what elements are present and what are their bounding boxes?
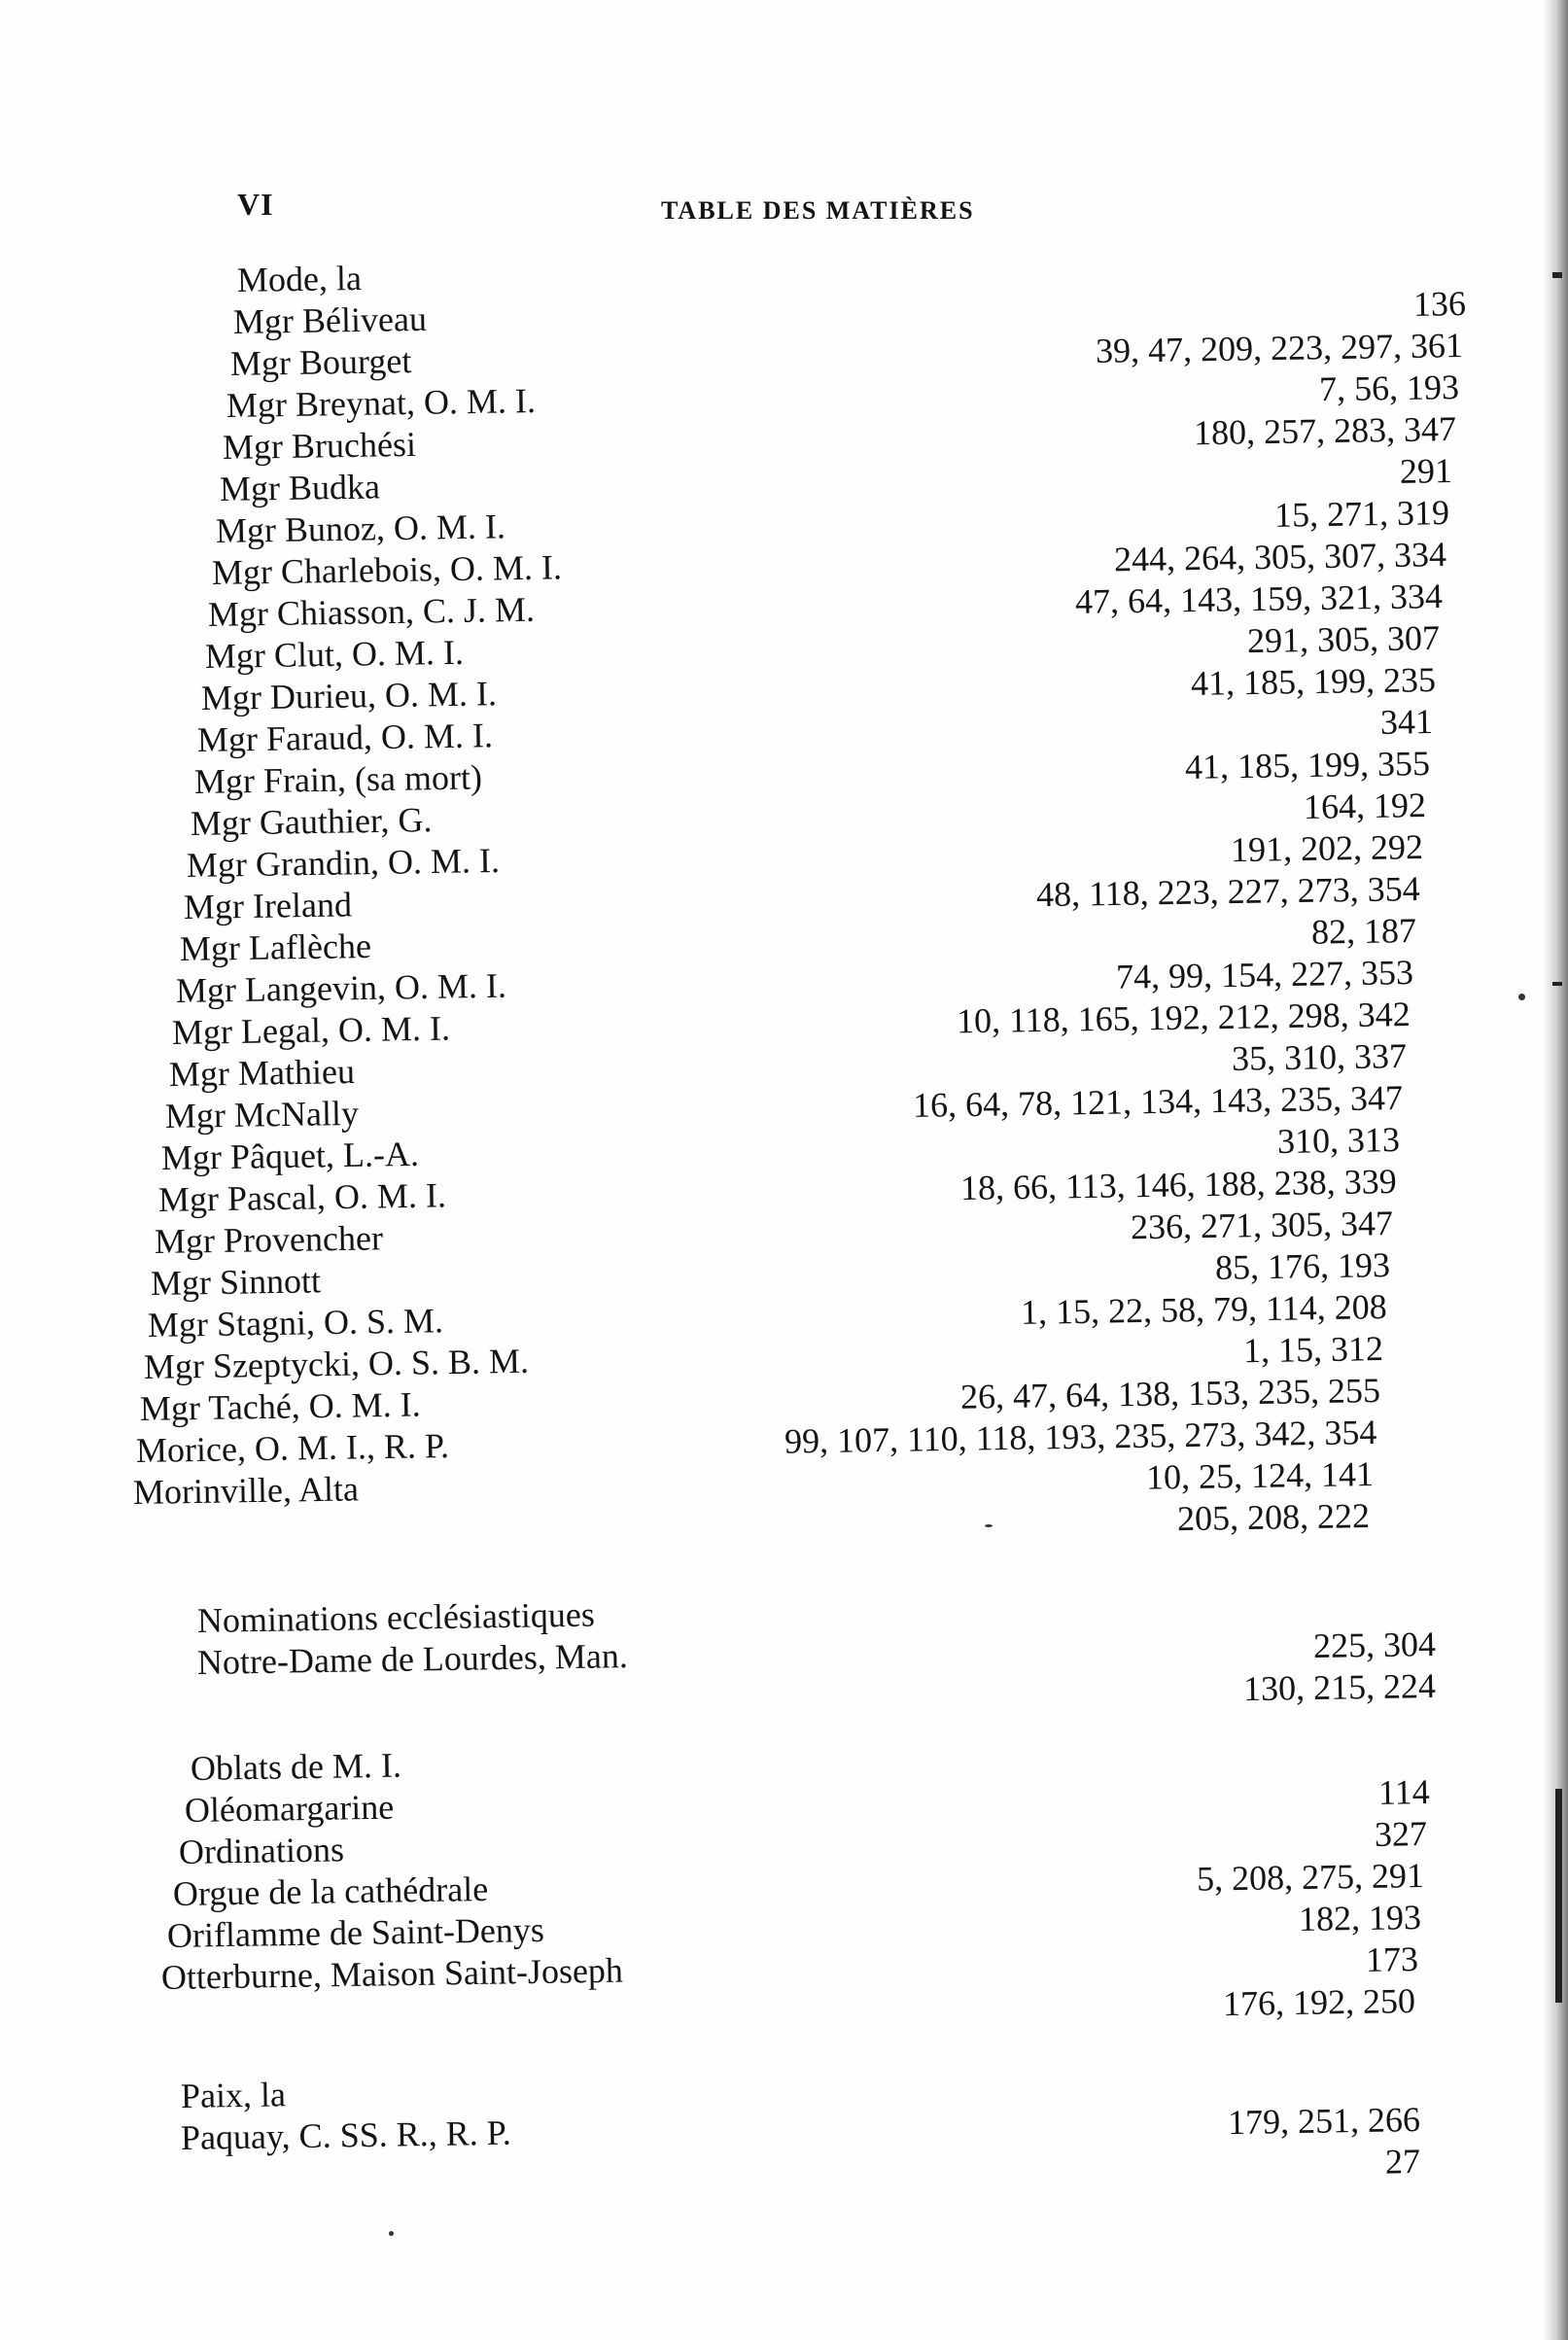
edge-mark bbox=[1552, 982, 1562, 986]
index-term: Mgr Clut, O. M. I. bbox=[204, 632, 464, 676]
index-term: Mgr Pâquet, L.-A. bbox=[160, 1134, 420, 1177]
index-pages: 74, 99, 154, 227, 353 bbox=[1115, 953, 1413, 996]
edge-mark bbox=[1552, 272, 1562, 278]
index-term: Mgr Bourget bbox=[229, 341, 412, 383]
index-term: Paix, la bbox=[180, 2075, 287, 2115]
index-pages: 27 bbox=[1384, 2142, 1421, 2182]
index-pages: 164, 192 bbox=[1303, 786, 1427, 826]
ink-speck bbox=[985, 1524, 993, 1527]
index-term: Oléomargarine bbox=[184, 1787, 395, 1830]
index-term: Notre-Dame de Lourdes, Man. bbox=[196, 1636, 629, 1682]
index-pages: 182, 193 bbox=[1298, 1898, 1422, 1938]
index-term: Mgr McNally bbox=[164, 1093, 360, 1135]
index-pages: 1, 15, 312 bbox=[1242, 1329, 1384, 1371]
index-term: Orgue de la cathédrale bbox=[172, 1869, 489, 1913]
index-pages: 114 bbox=[1378, 1772, 1431, 1812]
index-term: Mgr Béliveau bbox=[232, 298, 428, 341]
index-term: Mgr Charlebois, O. M. I. bbox=[211, 547, 563, 592]
index-pages: 1, 15, 22, 58, 79, 114, 208 bbox=[1020, 1287, 1387, 1332]
index-pages: 15, 271, 319 bbox=[1273, 493, 1450, 535]
index-term: Ordinations bbox=[178, 1830, 345, 1871]
index-term: Mgr Bruchési bbox=[222, 424, 417, 467]
index-pages: 10, 25, 124, 141 bbox=[1145, 1454, 1375, 1497]
index-pages: 310, 313 bbox=[1276, 1120, 1401, 1161]
index-pages: 82, 187 bbox=[1310, 911, 1417, 952]
index-term: Mgr Legal, O. M. I. bbox=[172, 1008, 451, 1052]
index-term: Mgr Laflèche bbox=[179, 926, 371, 968]
index-term: Paquay, C. SS. R., R. P. bbox=[180, 2113, 512, 2157]
index-pages: 41, 185, 199, 235 bbox=[1191, 660, 1437, 703]
index-pages: 191, 202, 292 bbox=[1230, 827, 1424, 870]
ink-speck bbox=[389, 2231, 394, 2236]
index-term: Morice, O. M. I., R. P. bbox=[136, 1425, 450, 1470]
index-pages: 99, 107, 110, 118, 193, 235, 273, 342, 354 bbox=[784, 1413, 1377, 1461]
index-pages: 48, 118, 223, 227, 273, 354 bbox=[1035, 869, 1420, 915]
index-term: Oblats de M. I. bbox=[190, 1745, 402, 1788]
index-term: Mgr Mathieu bbox=[168, 1052, 355, 1094]
index-pages: 18, 66, 113, 146, 188, 238, 339 bbox=[959, 1162, 1397, 1208]
index-term: Mgr Langevin, O. M. I. bbox=[175, 965, 507, 1010]
edge-mark bbox=[1555, 1789, 1562, 2003]
index-pages: 85, 176, 193 bbox=[1214, 1245, 1391, 1287]
index-pages: 39, 47, 209, 223, 297, 361 bbox=[1095, 326, 1463, 370]
index-term: Mgr Bunoz, O. M. I. bbox=[215, 506, 506, 550]
index-term: Mgr Pascal, O. M. I. bbox=[157, 1175, 446, 1219]
index-pages: 173 bbox=[1365, 1939, 1419, 1979]
running-title: TABLE DES MATIÈRES bbox=[661, 196, 975, 225]
index-term: Mgr Faraud, O. M. I. bbox=[196, 716, 494, 759]
index-term: Mgr Grandin, O. M. I. bbox=[186, 840, 501, 885]
index-term: Morinville, Alta bbox=[132, 1469, 359, 1512]
index-pages: 26, 47, 64, 138, 153, 235, 255 bbox=[959, 1371, 1380, 1416]
index-pages: 179, 251, 266 bbox=[1227, 2100, 1421, 2143]
index-pages: 7, 56, 193 bbox=[1318, 367, 1460, 409]
index-pages: 225, 304 bbox=[1312, 1624, 1437, 1665]
index-pages: 16, 64, 78, 121, 134, 143, 235, 347 bbox=[913, 1078, 1404, 1125]
index-pages: 205, 208, 222 bbox=[1177, 1496, 1371, 1539]
index-term: Mgr Taché, O. M. I. bbox=[139, 1384, 422, 1428]
index-pages: 41, 185, 199, 355 bbox=[1184, 744, 1430, 786]
index-term: Mode, la bbox=[236, 258, 363, 299]
ink-speck bbox=[1518, 994, 1525, 1000]
index-pages: 244, 264, 305, 307, 334 bbox=[1113, 535, 1446, 579]
page-edge-shadow bbox=[1543, 0, 1568, 2340]
index-term: Mgr Provencher bbox=[154, 1218, 384, 1261]
index-term: Mgr Budka bbox=[219, 467, 380, 508]
index-term: Mgr Stagni, O. S. M. bbox=[147, 1301, 443, 1345]
index-pages: 5, 208, 275, 291 bbox=[1196, 1856, 1425, 1899]
index-term: Mgr Ireland bbox=[183, 885, 352, 926]
index-pages: 130, 215, 224 bbox=[1242, 1666, 1437, 1709]
index-pages: 291 bbox=[1400, 451, 1453, 491]
index-pages: 47, 64, 143, 159, 321, 334 bbox=[1074, 576, 1444, 621]
index-pages: 291, 305, 307 bbox=[1246, 618, 1441, 661]
index-term: Mgr Szeptycki, O. S. B. M. bbox=[143, 1341, 530, 1386]
index-term: Mgr Gauthier, G. bbox=[190, 800, 433, 843]
index-pages: 10, 118, 165, 192, 212, 298, 342 bbox=[956, 995, 1411, 1041]
index-term: Mgr Durieu, O. M. I. bbox=[200, 674, 498, 717]
index-pages: 236, 271, 305, 347 bbox=[1130, 1204, 1394, 1247]
index-pages: 180, 257, 283, 347 bbox=[1193, 409, 1457, 453]
index-pages: 341 bbox=[1379, 702, 1434, 742]
index-term: Mgr Breynat, O. M. I. bbox=[226, 381, 537, 425]
page-header bbox=[0, 187, 1568, 235]
index-pages: 35, 310, 337 bbox=[1231, 1036, 1408, 1078]
index-pages: 327 bbox=[1374, 1814, 1428, 1854]
index-pages: 136 bbox=[1412, 284, 1467, 324]
index-term: Mgr Chiasson, C. J. M. bbox=[208, 589, 536, 634]
index-term: Nominations ecclésiastiques bbox=[196, 1594, 596, 1640]
index-term: Mgr Frain, (sa mort) bbox=[193, 757, 482, 801]
index-term: Otterburne, Maison Saint-Joseph bbox=[160, 1950, 624, 1997]
index-term: Oriflamme de Saint-Denys bbox=[166, 1909, 545, 1955]
index-pages: 176, 192, 250 bbox=[1222, 1981, 1416, 2024]
index-term: Mgr Sinnott bbox=[150, 1261, 322, 1303]
page-number: VI bbox=[237, 187, 274, 222]
